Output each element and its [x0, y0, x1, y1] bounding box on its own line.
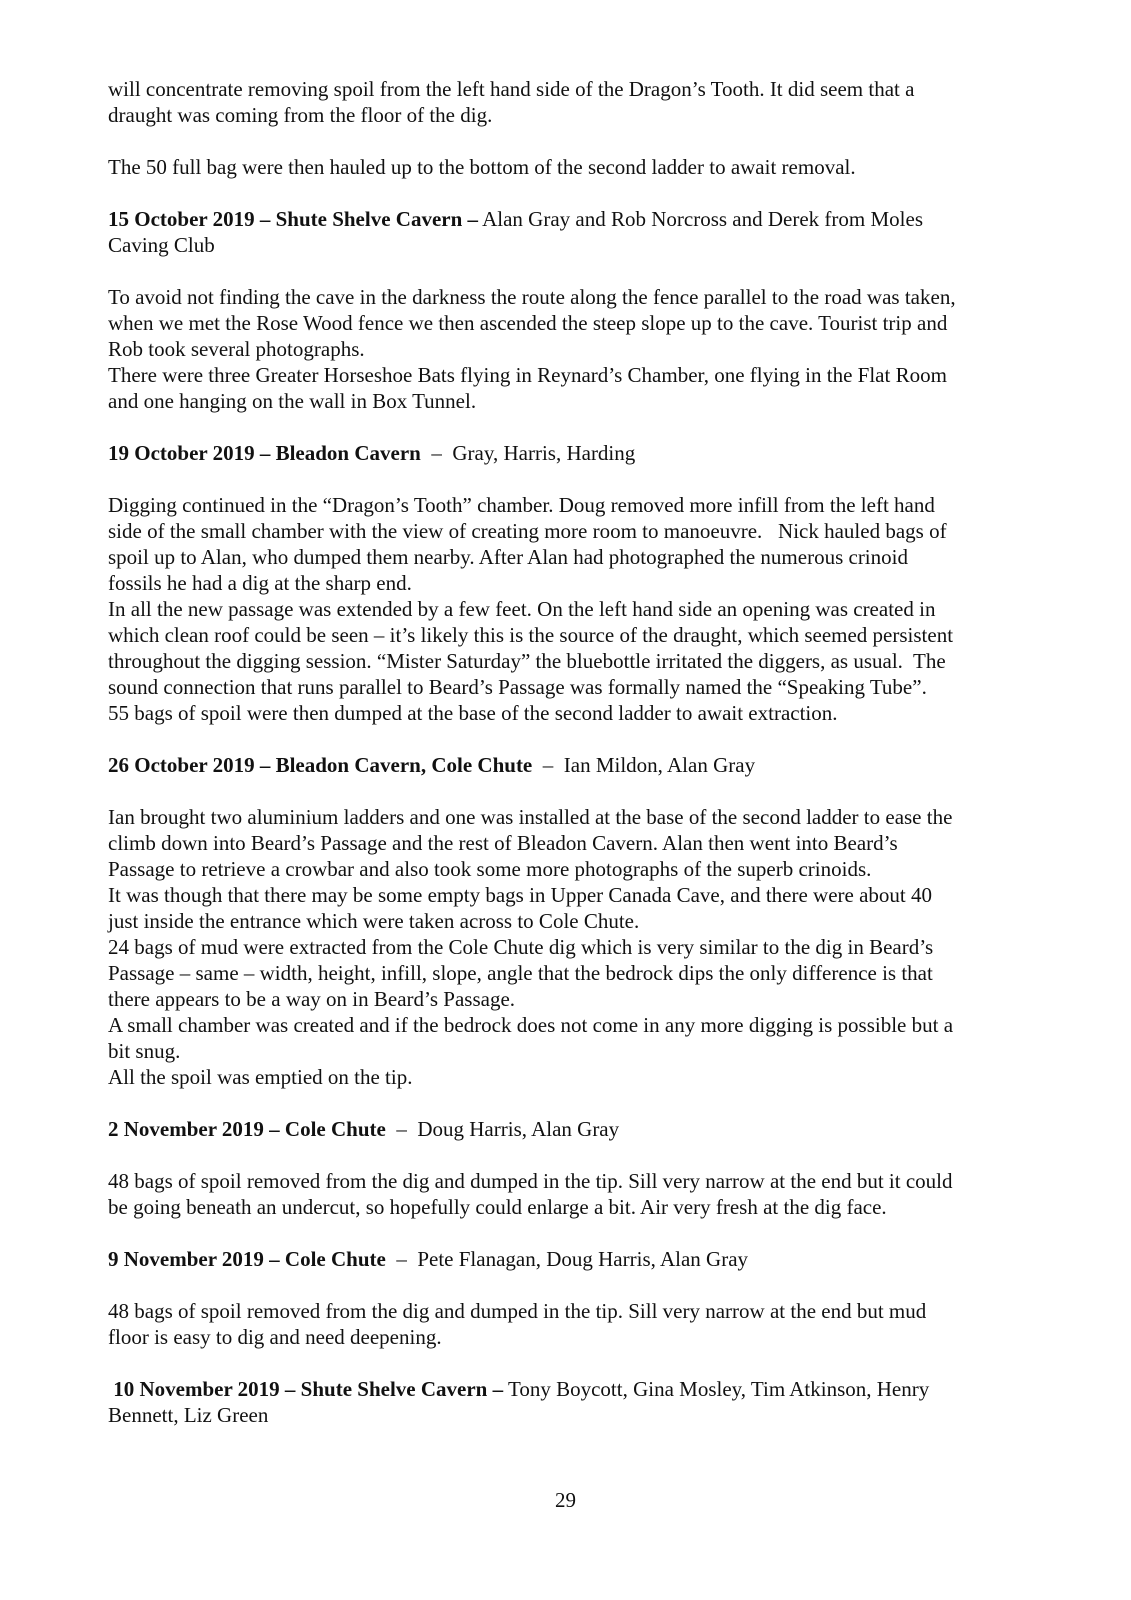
- text-line: there appears to be a way on in Beard’s Passage.: [108, 987, 516, 1011]
- text-line: spoil up to Alan, who dumped them nearby. After Alan had photographed the numerous crinoid: [108, 545, 908, 569]
- entry-people: – Pete Flanagan, Doug Harris, Alan Gray: [385, 1247, 749, 1271]
- text-line: 55 bags of spoil were then dumped at the base of the second ladder to await extraction.: [108, 701, 838, 725]
- entry-body: [108, 492, 1028, 726]
- text-line: 24 bags of mud were extracted from the Cole Chute dig which is very similar to the dig in Beard’s: [108, 935, 934, 959]
- text-line: In all the new passage was extended by a few feet. On the left hand side an opening was created in: [108, 597, 936, 621]
- text-line: throughout the digging session. “Mister Saturday” the bluebottle irritated the diggers, as usual. The: [108, 649, 946, 673]
- intro-paragraph: [108, 154, 1028, 180]
- text-line: To avoid not finding the cave in the darkness the route along the fence parallel to the road was taken,: [108, 285, 956, 309]
- entry-date-site: 10 November 2019 – Shute Shelve Cavern –: [108, 1377, 504, 1401]
- entry-body: [108, 1298, 1028, 1350]
- entry-people: – Ian Mildon, Alan Gray: [532, 753, 756, 777]
- text-line: when we met the Rose Wood fence we then ascended the steep slope up to the cave. Tourist trip and: [108, 311, 948, 335]
- text-line: There were three Greater Horseshoe Bats flying in Reynard’s Chamber, one flying in the Flat Room: [108, 363, 947, 387]
- text-line: Digging continued in the “Dragon’s Tooth” chamber. Doug removed more infill from the left hand: [108, 493, 935, 517]
- entry-date-site: 9 November 2019 – Cole Chute: [108, 1247, 386, 1271]
- text-line: 48 bags of spoil removed from the dig and dumped in the tip. Sill very narrow at the end but it could: [108, 1169, 953, 1193]
- entry-heading: [108, 206, 1028, 258]
- entry-body: [108, 1168, 1028, 1220]
- intro-paragraph: [108, 76, 1028, 128]
- text-line: Passage to retrieve a crowbar and also took some more photographs of the superb crinoids.: [108, 857, 872, 881]
- text-line: side of the small chamber with the view of creating more room to manoeuvre. Nick hauled bags of: [108, 519, 947, 543]
- text-line: and one hanging on the wall in Box Tunnel.: [108, 389, 477, 413]
- entry-date-site: 15 October 2019 – Shute Shelve Cavern –: [108, 207, 479, 231]
- entry-people: – Gray, Harris, Harding: [420, 441, 636, 465]
- entry-people: Tony Boycott, Gina Mosley, Tim Atkinson, Henry: [503, 1377, 930, 1401]
- entry-date-site: 2 November 2019 – Cole Chute: [108, 1117, 386, 1141]
- text-line: 48 bags of spoil removed from the dig and dumped in the tip. Sill very narrow at the end but mud: [108, 1299, 927, 1323]
- entry-date-site: 26 October 2019 – Bleadon Cavern, Cole Chute: [108, 753, 533, 777]
- text-line: A small chamber was created and if the bedrock does not come in any more digging is possible but a: [108, 1013, 954, 1037]
- page-number: 29: [555, 1488, 576, 1512]
- text-line: Rob took several photographs.: [108, 337, 365, 361]
- text-line: be going beneath an undercut, so hopefully could enlarge a bit. Air very fresh at the dig face.: [108, 1195, 887, 1219]
- entry-people: Caving Club: [108, 233, 215, 257]
- text-line: climb down into Beard’s Passage and the rest of Bleadon Cavern. Alan then went into Beard’s: [108, 831, 898, 855]
- text-line: floor is easy to dig and need deepening.: [108, 1325, 442, 1349]
- text-line: sound connection that runs parallel to Beard’s Passage was formally named the “Speaking Tube”.: [108, 675, 927, 699]
- entry-heading: [108, 1116, 1028, 1142]
- text-line: fossils he had a dig at the sharp end.: [108, 571, 412, 595]
- text-line: All the spoil was emptied on the tip.: [108, 1065, 413, 1089]
- text-line: bit snug.: [108, 1039, 181, 1063]
- entry-people: Bennett, Liz Green: [108, 1403, 269, 1427]
- text-line: Ian brought two aluminium ladders and one was installed at the base of the second ladder to ease the: [108, 805, 953, 829]
- document-page: [108, 76, 1028, 1454]
- entry-heading: [108, 752, 1028, 778]
- text-line: The 50 full bag were then hauled up to the bottom of the second ladder to await removal.: [108, 155, 856, 179]
- entry-body: [108, 284, 1028, 414]
- entry-body: [108, 804, 1028, 1090]
- entry-heading: [108, 440, 1028, 466]
- entry-people: – Doug Harris, Alan Gray: [385, 1117, 620, 1141]
- entry-date-site: 19 October 2019 – Bleadon Cavern: [108, 441, 421, 465]
- entry-heading: [108, 1246, 1028, 1272]
- text-line: It was though that there may be some empty bags in Upper Canada Cave, and there were about 40: [108, 883, 932, 907]
- entry-heading: [108, 1376, 1028, 1428]
- text-line: will concentrate removing spoil from the left hand side of the Dragon’s Tooth. It did seem that a: [108, 77, 915, 101]
- text-line: which clean roof could be seen – it’s likely this is the source of the draught, which seemed persistent: [108, 623, 954, 647]
- text-line: just inside the entrance which were taken across to Cole Chute.: [108, 909, 640, 933]
- text-line: draught was coming from the floor of the dig.: [108, 103, 493, 127]
- entry-people: Alan Gray and Rob Norcross and Derek from Moles: [478, 207, 923, 231]
- text-line: Passage – same – width, height, infill, slope, angle that the bedrock dips the only difference is that: [108, 961, 933, 985]
